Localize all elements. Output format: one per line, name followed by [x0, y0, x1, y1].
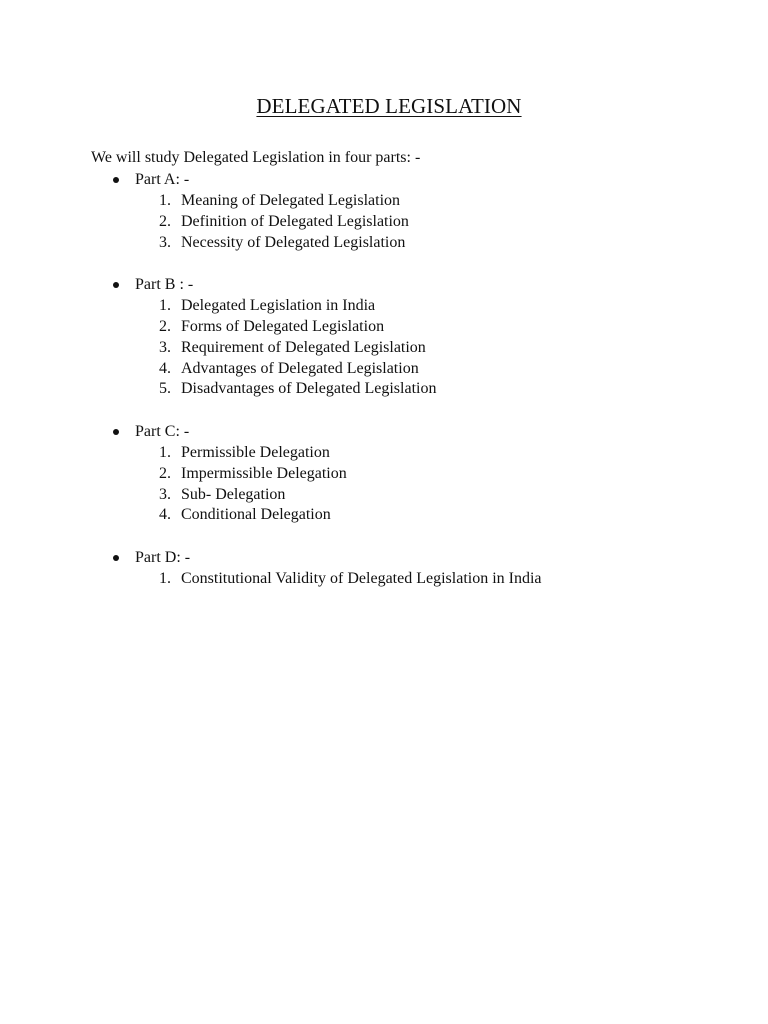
- page-title: DELEGATED LEGISLATION: [256, 94, 522, 118]
- list-item: [0, 568, 768, 589]
- item-number: 2.: [159, 212, 171, 230]
- item-text: Definition of Delegated Legislation: [181, 212, 409, 230]
- item-number: 1.: [159, 570, 171, 587]
- list-item: [0, 463, 768, 484]
- bullet-icon: [113, 429, 119, 435]
- bullet-icon: [113, 555, 119, 561]
- part-c: [0, 421, 768, 525]
- list-item: [0, 295, 768, 316]
- list-item: [0, 504, 768, 525]
- item-number: 2.: [159, 318, 171, 335]
- item-text: Conditional Delegation: [181, 506, 331, 524]
- list-item: [0, 358, 768, 379]
- list-item: [0, 232, 768, 253]
- item-number: 3.: [159, 485, 171, 503]
- list-item: [0, 316, 768, 337]
- item-text: Delegated Legislation in India: [181, 297, 376, 315]
- list-item: [0, 211, 768, 232]
- item-number: 4.: [159, 359, 171, 377]
- item-text: Disadvantages of Delegated Legislation: [181, 380, 437, 398]
- item-text: Sub- Delegation: [181, 485, 286, 503]
- bullet-icon: [113, 282, 119, 288]
- list-item: [0, 484, 768, 505]
- item-number: 3.: [159, 338, 171, 356]
- list-item: [0, 442, 768, 463]
- item-number: 4.: [159, 506, 171, 524]
- part-heading: [0, 547, 768, 568]
- list-item: [0, 378, 768, 399]
- part-b: [0, 274, 768, 399]
- part-d: [0, 547, 768, 589]
- part-items: [0, 295, 768, 399]
- item-number: 3.: [159, 233, 171, 251]
- part-heading: [0, 169, 768, 190]
- item-number: 5.: [159, 380, 171, 398]
- item-text: Constitutional Validity of Delegated Legislation in India: [181, 570, 542, 587]
- intro-text: We will study Delegated Legislation in four parts: -: [91, 149, 421, 166]
- item-number: 2.: [159, 464, 171, 482]
- list-item: [0, 337, 768, 358]
- part-items: [0, 442, 768, 525]
- item-text: Meaning of Delegated Legislation: [181, 192, 401, 209]
- part-label: Part B : -: [135, 276, 194, 294]
- item-text: Advantages of Delegated Legislation: [181, 359, 419, 377]
- part-a: [0, 169, 768, 252]
- part-heading: [0, 421, 768, 442]
- item-number: 1.: [159, 297, 171, 315]
- item-text: Requirement of Delegated Legislation: [181, 338, 426, 356]
- part-label: Part C: -: [135, 423, 190, 440]
- parts-list: [0, 169, 768, 611]
- part-label: Part A: -: [135, 171, 190, 188]
- part-label: Part D: -: [135, 549, 191, 566]
- item-text: Permissible Delegation: [181, 444, 330, 461]
- bullet-icon: [113, 177, 119, 183]
- part-items: [0, 568, 768, 589]
- item-text: Impermissible Delegation: [181, 464, 347, 482]
- item-number: 1.: [159, 444, 171, 461]
- item-number: 1.: [159, 192, 171, 209]
- list-item: [0, 190, 768, 211]
- part-items: [0, 190, 768, 252]
- part-heading: [0, 274, 768, 295]
- item-text: Forms of Delegated Legislation: [181, 318, 385, 335]
- item-text: Necessity of Delegated Legislation: [181, 233, 406, 251]
